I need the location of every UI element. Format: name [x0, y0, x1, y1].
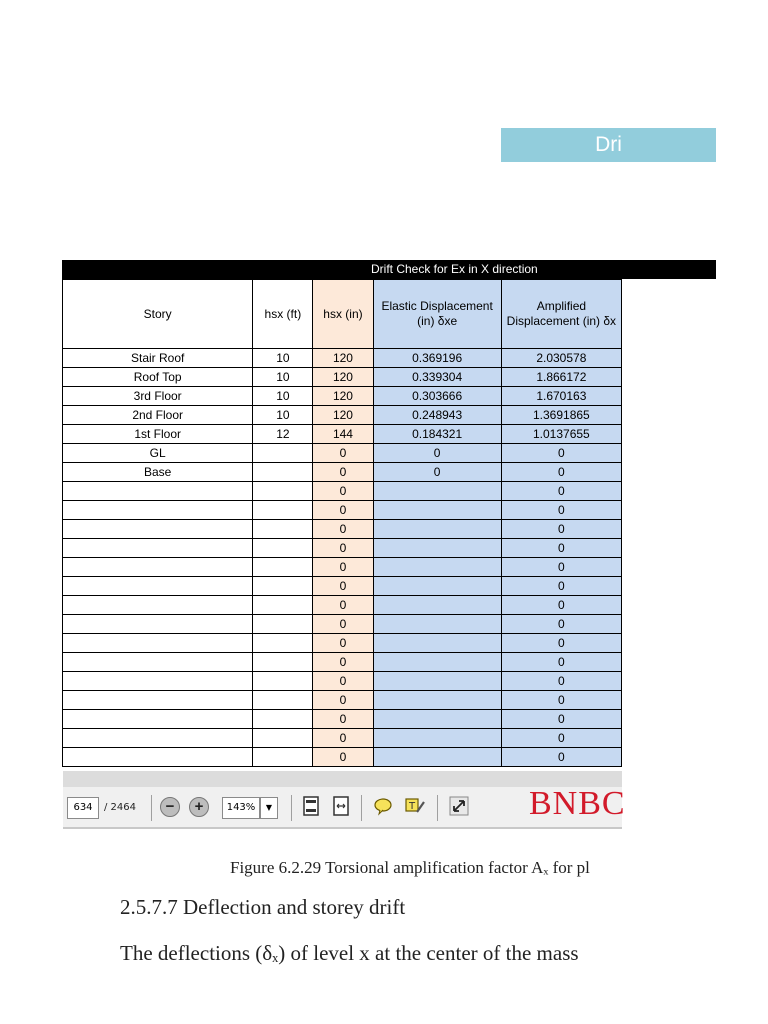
cell-hsx-in[interactable]: 0 — [313, 539, 373, 558]
fit-page-icon[interactable] — [301, 796, 321, 816]
table-row — [63, 577, 622, 596]
table-row — [63, 368, 622, 387]
cell-story[interactable] — [63, 634, 253, 653]
expand-icon[interactable] — [449, 796, 469, 816]
cell-hsx-ft[interactable] — [253, 482, 313, 501]
drift-check-table — [62, 279, 622, 767]
table-row — [63, 691, 622, 710]
section-heading: 2.5.7.7 Deflection and storey drift — [120, 895, 406, 919]
table-row — [63, 520, 622, 539]
cell-hsx-ft[interactable] — [253, 501, 313, 520]
cell-elastic-displacement[interactable] — [373, 729, 501, 748]
table-row — [63, 387, 622, 406]
table-row — [63, 444, 622, 463]
cell-elastic-displacement[interactable] — [373, 710, 501, 729]
cell-amplified-displacement[interactable]: 0 — [501, 463, 621, 482]
header-story[interactable]: Story — [63, 280, 253, 349]
cell-elastic-displacement[interactable]: 0 — [373, 463, 501, 482]
toolbar-separator — [361, 795, 362, 821]
cell-hsx-in[interactable]: 0 — [313, 596, 373, 615]
fit-width-icon[interactable] — [331, 796, 351, 816]
cell-elastic-displacement[interactable]: 0 — [373, 444, 501, 463]
cell-hsx-in[interactable]: 0 — [313, 710, 373, 729]
cell-story[interactable] — [63, 748, 253, 767]
cell-amplified-displacement[interactable]: 0 — [501, 615, 621, 634]
cell-story[interactable] — [63, 596, 253, 615]
body-text: The deflections (δₓ) of level x at the center of the mass — [120, 941, 579, 965]
cell-elastic-displacement[interactable] — [373, 577, 501, 596]
cell-amplified-displacement[interactable]: 1.3691865 — [501, 406, 621, 425]
table-title: Drift Check for Ex in X direction — [371, 262, 538, 276]
cell-hsx-ft[interactable] — [253, 520, 313, 539]
cell-hsx-ft[interactable]: 10 — [253, 387, 313, 406]
cell-amplified-displacement[interactable]: 0 — [501, 482, 621, 501]
cell-hsx-ft[interactable] — [253, 653, 313, 672]
cell-hsx-ft[interactable] — [253, 577, 313, 596]
bnbc-logo: BNBC — [529, 785, 626, 822]
cell-story[interactable] — [63, 577, 253, 596]
zoom-dropdown-icon[interactable]: ▼ — [260, 797, 278, 819]
cell-hsx-ft[interactable]: 10 — [253, 406, 313, 425]
highlight-text-icon[interactable] — [405, 796, 425, 816]
cell-hsx-ft[interactable] — [253, 539, 313, 558]
page-number-input[interactable]: 634 — [67, 797, 99, 819]
cell-elastic-displacement[interactable]: 0.248943 — [373, 406, 501, 425]
cell-story[interactable] — [63, 482, 253, 501]
cell-hsx-in[interactable]: 120 — [313, 368, 373, 387]
table-row — [63, 406, 622, 425]
table-row — [63, 729, 622, 748]
cell-story[interactable] — [63, 539, 253, 558]
cell-story[interactable] — [63, 729, 253, 748]
header-hsx-in[interactable]: hsx (in) — [313, 280, 373, 349]
cell-amplified-displacement[interactable]: 1.0137655 — [501, 425, 621, 444]
cell-hsx-ft[interactable]: 12 — [253, 425, 313, 444]
table-row — [63, 653, 622, 672]
cell-hsx-in[interactable]: 0 — [313, 653, 373, 672]
cell-hsx-in[interactable]: 0 — [313, 672, 373, 691]
table-row — [63, 596, 622, 615]
cell-elastic-displacement[interactable]: 0.184321 — [373, 425, 501, 444]
cell-amplified-displacement[interactable]: 0 — [501, 729, 621, 748]
cell-amplified-displacement[interactable]: 0 — [501, 672, 621, 691]
cell-story[interactable] — [63, 615, 253, 634]
cell-elastic-displacement[interactable] — [373, 539, 501, 558]
cell-story[interactable]: 3rd Floor — [63, 387, 253, 406]
cell-hsx-in[interactable]: 0 — [313, 501, 373, 520]
header-amplified-displacement[interactable]: Amplified Displacement (in) δx — [501, 280, 621, 349]
table-row — [63, 539, 622, 558]
table-row — [63, 672, 622, 691]
cell-story[interactable] — [63, 501, 253, 520]
cell-amplified-displacement[interactable]: 0 — [501, 501, 621, 520]
header-row — [63, 280, 622, 349]
cell-elastic-displacement[interactable]: 0.303666 — [373, 387, 501, 406]
table-row — [63, 482, 622, 501]
cell-story[interactable] — [63, 672, 253, 691]
cell-amplified-displacement[interactable]: 0 — [501, 596, 621, 615]
cell-amplified-displacement[interactable]: 0 — [501, 558, 621, 577]
cell-hsx-ft[interactable] — [253, 634, 313, 653]
cell-hsx-ft[interactable] — [253, 691, 313, 710]
cell-elastic-displacement[interactable] — [373, 501, 501, 520]
cell-amplified-displacement[interactable]: 1.866172 — [501, 368, 621, 387]
cell-hsx-in[interactable]: 0 — [313, 615, 373, 634]
cell-elastic-displacement[interactable]: 0.369196 — [373, 349, 501, 368]
cell-hsx-ft[interactable]: 10 — [253, 368, 313, 387]
cell-hsx-ft[interactable] — [253, 444, 313, 463]
cell-amplified-displacement[interactable]: 0 — [501, 577, 621, 596]
table-row — [63, 425, 622, 444]
cell-hsx-in[interactable]: 0 — [313, 444, 373, 463]
cell-hsx-ft[interactable] — [253, 615, 313, 634]
table-row — [63, 634, 622, 653]
cell-hsx-in[interactable]: 120 — [313, 387, 373, 406]
cell-hsx-in[interactable]: 120 — [313, 406, 373, 425]
cell-hsx-in[interactable]: 0 — [313, 482, 373, 501]
table-row — [63, 558, 622, 577]
toolbar-bottom-line — [63, 827, 622, 829]
cell-elastic-displacement[interactable] — [373, 691, 501, 710]
cell-hsx-ft[interactable] — [253, 748, 313, 767]
banner-text: Dri — [595, 133, 622, 156]
table-title-bar — [62, 260, 716, 279]
cell-amplified-displacement[interactable]: 0 — [501, 520, 621, 539]
table-row — [63, 710, 622, 729]
zoom-out-icon[interactable]: − — [160, 797, 180, 817]
cell-elastic-displacement[interactable] — [373, 520, 501, 539]
cell-hsx-ft[interactable] — [253, 558, 313, 577]
cell-elastic-displacement[interactable] — [373, 748, 501, 767]
table-row — [63, 463, 622, 482]
cell-elastic-displacement[interactable] — [373, 634, 501, 653]
cell-elastic-displacement[interactable] — [373, 672, 501, 691]
cell-amplified-displacement[interactable]: 0 — [501, 539, 621, 558]
cell-amplified-displacement[interactable]: 0 — [501, 444, 621, 463]
toolbar-separator — [437, 795, 438, 821]
cell-story[interactable]: GL — [63, 444, 253, 463]
cell-hsx-in[interactable]: 0 — [313, 558, 373, 577]
cell-hsx-ft[interactable] — [253, 710, 313, 729]
cell-amplified-displacement[interactable]: 0 — [501, 691, 621, 710]
cell-story[interactable] — [63, 710, 253, 729]
zoom-select[interactable]: 143% — [222, 797, 260, 819]
sheet-banner — [501, 128, 716, 162]
cell-hsx-ft[interactable] — [253, 672, 313, 691]
table-row — [63, 615, 622, 634]
cell-amplified-displacement[interactable]: 2.030578 — [501, 349, 621, 368]
cell-amplified-displacement[interactable]: 0 — [501, 710, 621, 729]
cell-hsx-ft[interactable] — [253, 596, 313, 615]
cell-hsx-in[interactable]: 0 — [313, 463, 373, 482]
cell-hsx-ft[interactable] — [253, 463, 313, 482]
cell-amplified-displacement[interactable]: 0 — [501, 748, 621, 767]
cell-amplified-displacement[interactable]: 0 — [501, 634, 621, 653]
page-total: / 2464 — [104, 802, 136, 813]
cell-elastic-displacement[interactable] — [373, 482, 501, 501]
cell-hsx-in[interactable]: 0 — [313, 520, 373, 539]
cell-hsx-in[interactable]: 120 — [313, 349, 373, 368]
cell-elastic-displacement[interactable] — [373, 558, 501, 577]
cell-story[interactable] — [63, 558, 253, 577]
cell-elastic-displacement[interactable] — [373, 615, 501, 634]
cell-story[interactable]: 2nd Floor — [63, 406, 253, 425]
cell-hsx-in[interactable]: 144 — [313, 425, 373, 444]
table-row — [63, 501, 622, 520]
pdf-viewer-toolbar — [63, 771, 626, 829]
cell-hsx-in[interactable]: 0 — [313, 729, 373, 748]
cell-hsx-ft[interactable]: 10 — [253, 349, 313, 368]
cell-story[interactable]: Roof Top — [63, 368, 253, 387]
cell-amplified-displacement[interactable]: 1.670163 — [501, 387, 621, 406]
toolbar-separator — [291, 795, 292, 821]
header-hsx-ft[interactable]: hsx (ft) — [253, 280, 313, 349]
cell-story[interactable]: Stair Roof — [63, 349, 253, 368]
table-row — [63, 349, 622, 368]
cell-elastic-displacement[interactable]: 0.339304 — [373, 368, 501, 387]
figure-caption: Figure 6.2.29 Torsional amplification factor Aₓ for pl — [230, 858, 590, 877]
cell-hsx-in[interactable]: 0 — [313, 691, 373, 710]
cell-story[interactable] — [63, 653, 253, 672]
cell-elastic-displacement[interactable] — [373, 596, 501, 615]
toolbar-separator — [151, 795, 152, 821]
cell-story[interactable]: Base — [63, 463, 253, 482]
cell-story[interactable] — [63, 520, 253, 539]
svg-text:T: T — [409, 801, 416, 812]
comment-icon[interactable] — [373, 796, 393, 816]
cell-elastic-displacement[interactable] — [373, 653, 501, 672]
cell-hsx-in[interactable]: 0 — [313, 577, 373, 596]
cell-story[interactable]: 1st Floor — [63, 425, 253, 444]
cell-hsx-ft[interactable] — [253, 729, 313, 748]
cell-amplified-displacement[interactable]: 0 — [501, 653, 621, 672]
header-elastic-displacement[interactable]: Elastic Displacement (in) δxe — [373, 280, 501, 349]
cell-hsx-in[interactable]: 0 — [313, 748, 373, 767]
table-row — [63, 748, 622, 767]
cell-story[interactable] — [63, 691, 253, 710]
cell-hsx-in[interactable]: 0 — [313, 634, 373, 653]
zoom-in-icon[interactable]: + — [189, 797, 209, 817]
